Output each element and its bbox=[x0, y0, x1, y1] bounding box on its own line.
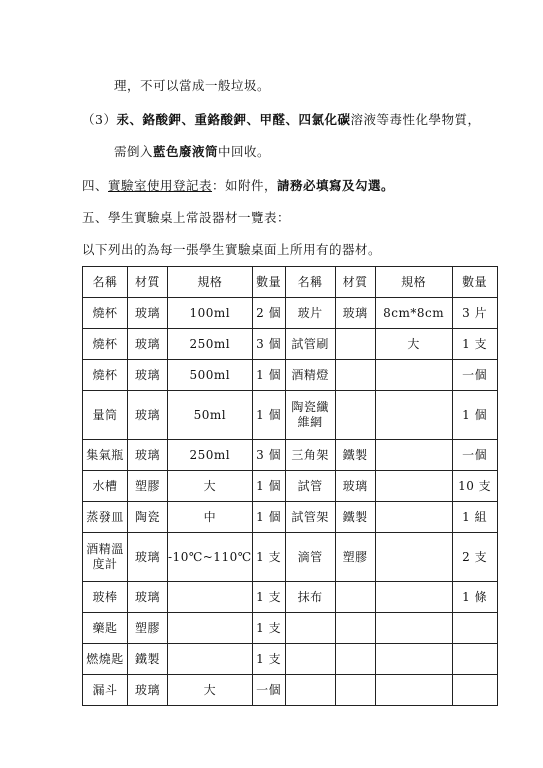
table-cell: 1 個 bbox=[252, 360, 285, 391]
item-3-chemicals: 汞、鉻酸鉀、重鉻酸鉀、甲醛、四氯化碳 bbox=[116, 112, 351, 127]
table-cell: -10℃~110℃ bbox=[168, 533, 253, 582]
item-3-number: （3） bbox=[82, 112, 117, 127]
table-cell: 塑膠 bbox=[128, 613, 168, 644]
table-cell: 2 支 bbox=[452, 533, 497, 582]
table-cell: 燒杯 bbox=[83, 360, 128, 391]
table-cell: 塑膠 bbox=[335, 533, 375, 582]
table-cell: 蒸發皿 bbox=[83, 502, 128, 533]
table-cell bbox=[375, 391, 452, 440]
table-header-cell: 材質 bbox=[335, 267, 375, 298]
section-5-heading: 五、學生實驗桌上常設器材一覽表： bbox=[82, 210, 291, 225]
section-4-number: 四、 bbox=[82, 178, 109, 193]
table-intro: 以下列出的為每一張學生實驗桌面上所用有的器材。 bbox=[82, 242, 382, 257]
table-cell bbox=[335, 613, 375, 644]
table-cell: 三角架 bbox=[285, 440, 335, 471]
table-header-row bbox=[83, 267, 498, 298]
section-4-instruction: 請務必填寫及勾選。 bbox=[277, 178, 395, 193]
table-cell: 量筒 bbox=[83, 391, 128, 440]
table-cell bbox=[335, 329, 375, 360]
table-cell: 玻璃 bbox=[128, 391, 168, 440]
table-row bbox=[83, 471, 498, 502]
table-cell bbox=[375, 675, 452, 706]
table-header-cell: 材質 bbox=[128, 267, 168, 298]
table-cell: 玻片 bbox=[285, 298, 335, 329]
table-cell: 玻璃 bbox=[128, 582, 168, 613]
table-cell: 1 支 bbox=[452, 329, 497, 360]
table-row bbox=[83, 613, 498, 644]
table-cell: 藥匙 bbox=[83, 613, 128, 644]
table-cell bbox=[335, 360, 375, 391]
table-cell: 一個 bbox=[452, 440, 497, 471]
table-cell bbox=[335, 391, 375, 440]
table-cell bbox=[335, 582, 375, 613]
table-cell: 玻璃 bbox=[128, 298, 168, 329]
table-cell: 大 bbox=[168, 675, 253, 706]
table-row bbox=[83, 360, 498, 391]
table-cell: 3 個 bbox=[252, 329, 285, 360]
table-cell: 1 條 bbox=[452, 582, 497, 613]
table-cell bbox=[375, 533, 452, 582]
table-cell: 大 bbox=[375, 329, 452, 360]
table-cell: 燒杯 bbox=[83, 329, 128, 360]
table-cell: 酒精溫 度計 bbox=[83, 533, 128, 582]
table-cell bbox=[168, 582, 253, 613]
table-cell: 玻璃 bbox=[335, 471, 375, 502]
table-cell: 1 個 bbox=[252, 502, 285, 533]
table-cell: 250ml bbox=[168, 440, 253, 471]
table-cell: 試管 bbox=[285, 471, 335, 502]
section-4-colon: ：如附件， bbox=[212, 178, 278, 193]
table-row bbox=[83, 391, 498, 440]
table-cell bbox=[285, 613, 335, 644]
equipment-table bbox=[82, 266, 498, 706]
table-cell: 1 支 bbox=[252, 582, 285, 613]
table-cell: 中 bbox=[168, 502, 253, 533]
table-cell bbox=[285, 675, 335, 706]
table-cell: 大 bbox=[168, 471, 253, 502]
table-cell bbox=[375, 471, 452, 502]
table-header-cell: 數量 bbox=[452, 267, 497, 298]
table-cell bbox=[375, 582, 452, 613]
table-cell bbox=[452, 675, 497, 706]
table-cell: 100ml bbox=[168, 298, 253, 329]
table-row bbox=[83, 329, 498, 360]
table-cell: 1 個 bbox=[252, 471, 285, 502]
table-cell: 燒杯 bbox=[83, 298, 128, 329]
table-cell: 2 個 bbox=[252, 298, 285, 329]
table-row bbox=[83, 298, 498, 329]
table-cell: 酒精燈 bbox=[285, 360, 335, 391]
table-cell bbox=[375, 440, 452, 471]
table-cell: 鐵製 bbox=[335, 440, 375, 471]
section-4-title: 實驗室使用登記表 bbox=[108, 178, 213, 193]
table-cell: 漏斗 bbox=[83, 675, 128, 706]
disposal-bin: 藍色廢液筒 bbox=[153, 144, 219, 159]
table-header-cell: 數量 bbox=[252, 267, 285, 298]
table-cell: 3 片 bbox=[452, 298, 497, 329]
disposal-post: 中回收。 bbox=[218, 144, 271, 159]
table-cell: 1 支 bbox=[252, 533, 285, 582]
table-cell: 1 個 bbox=[452, 391, 497, 440]
table-row bbox=[83, 644, 498, 675]
table-cell: 集氣瓶 bbox=[83, 440, 128, 471]
table-cell: 試管架 bbox=[285, 502, 335, 533]
table-cell: 水槽 bbox=[83, 471, 128, 502]
table-cell bbox=[452, 644, 497, 675]
table-cell: 玻璃 bbox=[128, 360, 168, 391]
table-cell bbox=[168, 613, 253, 644]
table-cell bbox=[375, 502, 452, 533]
table-header-cell: 規格 bbox=[375, 267, 452, 298]
disposal-pre: 需倒入 bbox=[114, 144, 154, 159]
table-cell: 滴管 bbox=[285, 533, 335, 582]
continuation-line: 理，不可以當成一般垃圾。 bbox=[114, 78, 271, 93]
table-cell bbox=[285, 644, 335, 675]
table-cell bbox=[375, 644, 452, 675]
table-cell: 陶瓷纖 維網 bbox=[285, 391, 335, 440]
table-row bbox=[83, 533, 498, 582]
table-cell: 鐵製 bbox=[128, 644, 168, 675]
table-cell: 玻璃 bbox=[128, 440, 168, 471]
table-row bbox=[83, 582, 498, 613]
table-cell: 玻璃 bbox=[335, 298, 375, 329]
table-cell: 8cm*8cm bbox=[375, 298, 452, 329]
item-3-rest: 溶液等毒性化學物質， bbox=[350, 112, 481, 127]
table-cell: 玻棒 bbox=[83, 582, 128, 613]
table-cell: 抹布 bbox=[285, 582, 335, 613]
table-cell: 1 支 bbox=[252, 644, 285, 675]
section-4-line bbox=[82, 176, 394, 194]
table-cell: 50ml bbox=[168, 391, 253, 440]
table-cell: 玻璃 bbox=[128, 675, 168, 706]
table-cell: 試管刷 bbox=[285, 329, 335, 360]
table-header-cell: 名稱 bbox=[285, 267, 335, 298]
disposal-line bbox=[114, 142, 270, 160]
table-row bbox=[83, 675, 498, 706]
table-cell: 鐵製 bbox=[335, 502, 375, 533]
table-cell: 1 支 bbox=[252, 613, 285, 644]
table-cell: 燃燒匙 bbox=[83, 644, 128, 675]
table-cell bbox=[168, 644, 253, 675]
item-3-line bbox=[82, 110, 480, 128]
equipment-table-body bbox=[83, 267, 498, 706]
table-cell bbox=[375, 360, 452, 391]
table-cell: 1 個 bbox=[252, 391, 285, 440]
table-cell: 250ml bbox=[168, 329, 253, 360]
table-cell: 一個 bbox=[252, 675, 285, 706]
table-header-cell: 名稱 bbox=[83, 267, 128, 298]
table-cell: 1 組 bbox=[452, 502, 497, 533]
table-cell: 一個 bbox=[452, 360, 497, 391]
table-cell bbox=[335, 644, 375, 675]
table-cell: 10 支 bbox=[452, 471, 497, 502]
table-row bbox=[83, 440, 498, 471]
table-row bbox=[83, 502, 498, 533]
table-cell: 玻璃 bbox=[128, 329, 168, 360]
table-cell: 500ml bbox=[168, 360, 253, 391]
table-cell bbox=[375, 613, 452, 644]
table-cell: 玻璃 bbox=[128, 533, 168, 582]
table-cell: 3 個 bbox=[252, 440, 285, 471]
table-cell bbox=[335, 675, 375, 706]
table-header-cell: 規格 bbox=[168, 267, 253, 298]
table-cell: 陶瓷 bbox=[128, 502, 168, 533]
table-cell: 塑膠 bbox=[128, 471, 168, 502]
table-cell bbox=[452, 613, 497, 644]
